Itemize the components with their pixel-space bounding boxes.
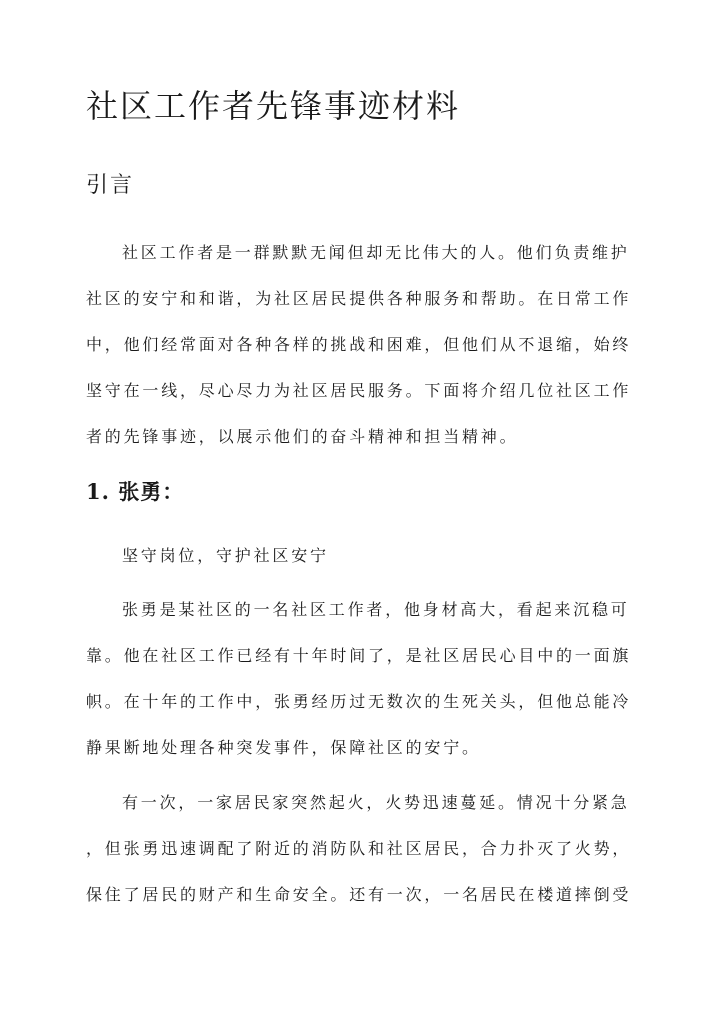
paragraph-line: 有一次，一家居民家突然起火，火势迅速蔓延。情况十分紧急 (122, 793, 630, 812)
paragraph-line: 静果断地处理各种突发事件，保障社区的安宁。 (86, 738, 481, 757)
intro-paragraph (86, 230, 634, 460)
intro-line: 社区工作者是一群默默无闻但却无比伟大的人。他们负责维护 (122, 243, 630, 262)
intro-line: 社区的安宁和和谐，为社区居民提供各种服务和帮助。在日常工作 (86, 289, 632, 308)
paragraph-line: 帜。在十年的工作中，张勇经历过无数次的生死关头，但他总能冷 (86, 692, 632, 711)
paragraph-line: 张勇是某社区的一名社区工作者，他身材高大，看起来沉稳可 (122, 600, 630, 619)
paragraph-line: 保住了居民的财产和生命安全。还有一次，一名居民在楼道摔倒受 (86, 885, 632, 904)
paragraph-line: 靠。他在社区工作已经有十年时间了，是社区居民心目中的一面旗 (86, 646, 632, 665)
intro-line: 者的先锋事迹，以展示他们的奋斗精神和担当精神。 (86, 427, 519, 446)
section-1-subtitle-block (86, 533, 634, 579)
section-1-paragraph-2 (86, 780, 634, 918)
section-1-paragraph-1 (86, 587, 634, 771)
paragraph-line: ，但张勇迅速调配了附近的消防队和社区居民，合力扑灭了火势， (86, 839, 632, 858)
section-1-heading: 1. 张勇： (86, 479, 185, 504)
intro-line: 中，他们经常面对各种各样的挑战和困难，但他们从不退缩，始终 (86, 335, 632, 354)
section-1-subtitle: 坚守岗位，守护社区安宁 (122, 546, 329, 565)
intro-line: 坚守在一线，尽心尽力为社区居民服务。下面将介绍几位社区工作 (86, 381, 632, 400)
document-title: 社区工作者先锋事迹材料 (86, 87, 461, 125)
intro-heading: 引言 (86, 173, 135, 198)
